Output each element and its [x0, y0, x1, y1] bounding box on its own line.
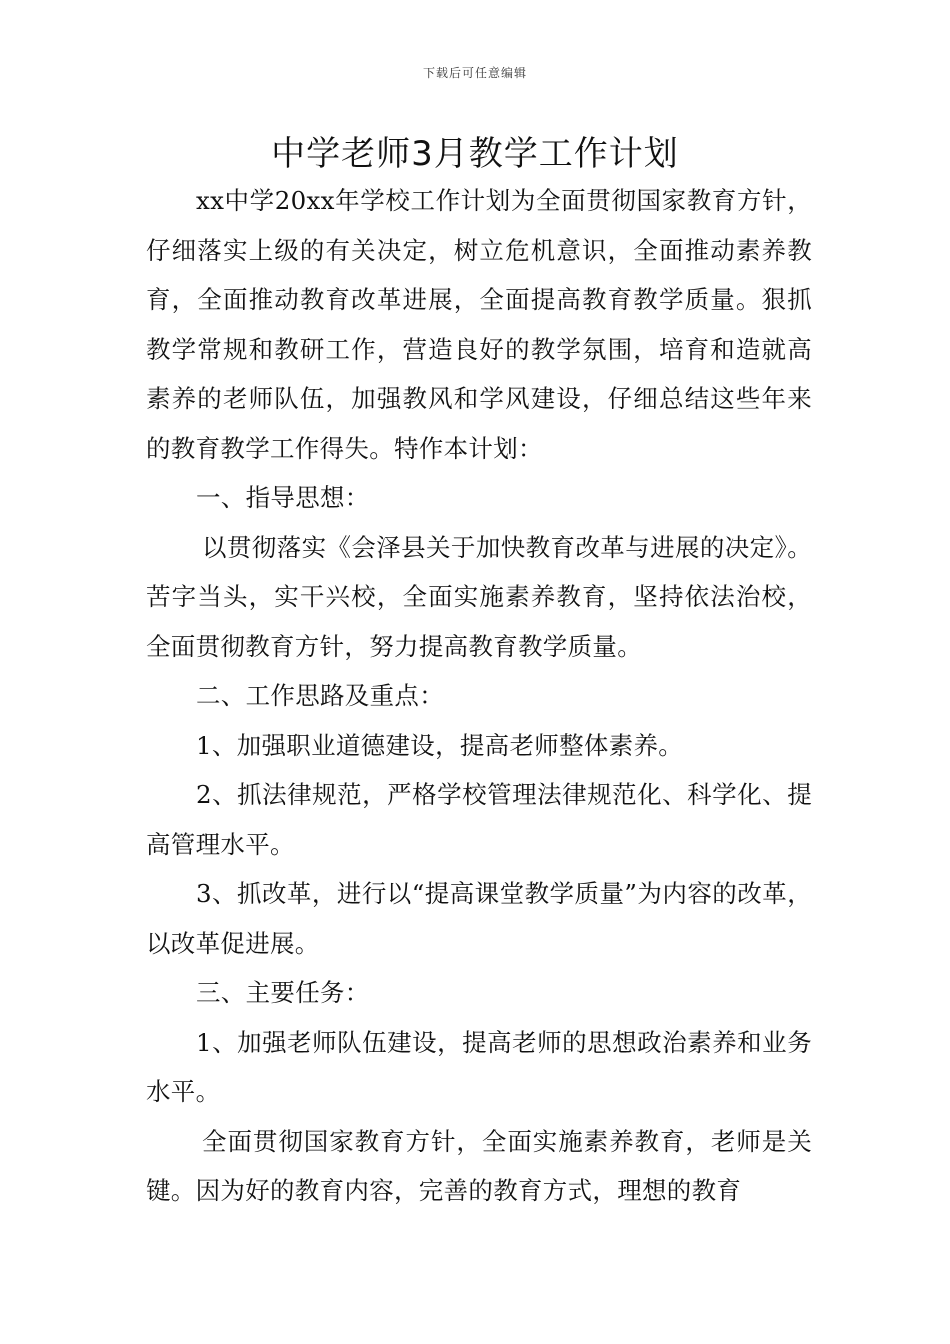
- document-body: [146, 176, 812, 1216]
- paragraph-guiding-ideology: 以贯彻落实《会泽县关于加快教育改革与进展的决定》。苦字当头，实干兴校，全面实施素养教育，坚持依法治校，全面贯彻教育方针，努力提高教育教学质量。: [146, 532, 812, 661]
- header-note: 下载后可任意编辑: [422, 66, 527, 80]
- heading-main-tasks: 三、主要任务：: [196, 978, 370, 1007]
- heading-guiding-ideology: 一、指导思想：: [196, 483, 370, 512]
- document-title: 中学老师3月教学工作计划: [271, 134, 679, 174]
- list-item-work-2: 2、抓法律规范，严格学校管理法律规范化、科学化、提高管理水平。: [146, 780, 812, 859]
- paragraph-intro: xx中学20xx年学校工作计划为全面贯彻国家教育方针，仔细落实上级的有关决定，树立危机意识，全面推动素养教育，全面推动教育改革进展，全面提高教育教学质量。狠抓教学常规和教研工作，营造良好的教学氛围，培育和造就高素养的老师队伍，加强教风和学风建设，仔细总结这些年来的教育教学工作得失。特作本计划：: [146, 186, 812, 463]
- heading-work-ideas: 二、工作思路及重点：: [196, 681, 444, 710]
- list-item-task-1: 1、加强老师队伍建设，提高老师的思想政治素养和业务水平。: [146, 1027, 812, 1106]
- paragraph-task-detail: 全面贯彻国家教育方针，全面实施素养教育，老师是关键。因为好的教育内容，完善的教育方式，理想的教育: [146, 1126, 812, 1205]
- list-item-work-3: 3、抓改革，进行以“提高课堂教学质量”为内容的改革，以改革促进展。: [146, 879, 812, 958]
- list-item-work-1: 1、加强职业道德建设，提高老师整体素养。: [196, 730, 684, 760]
